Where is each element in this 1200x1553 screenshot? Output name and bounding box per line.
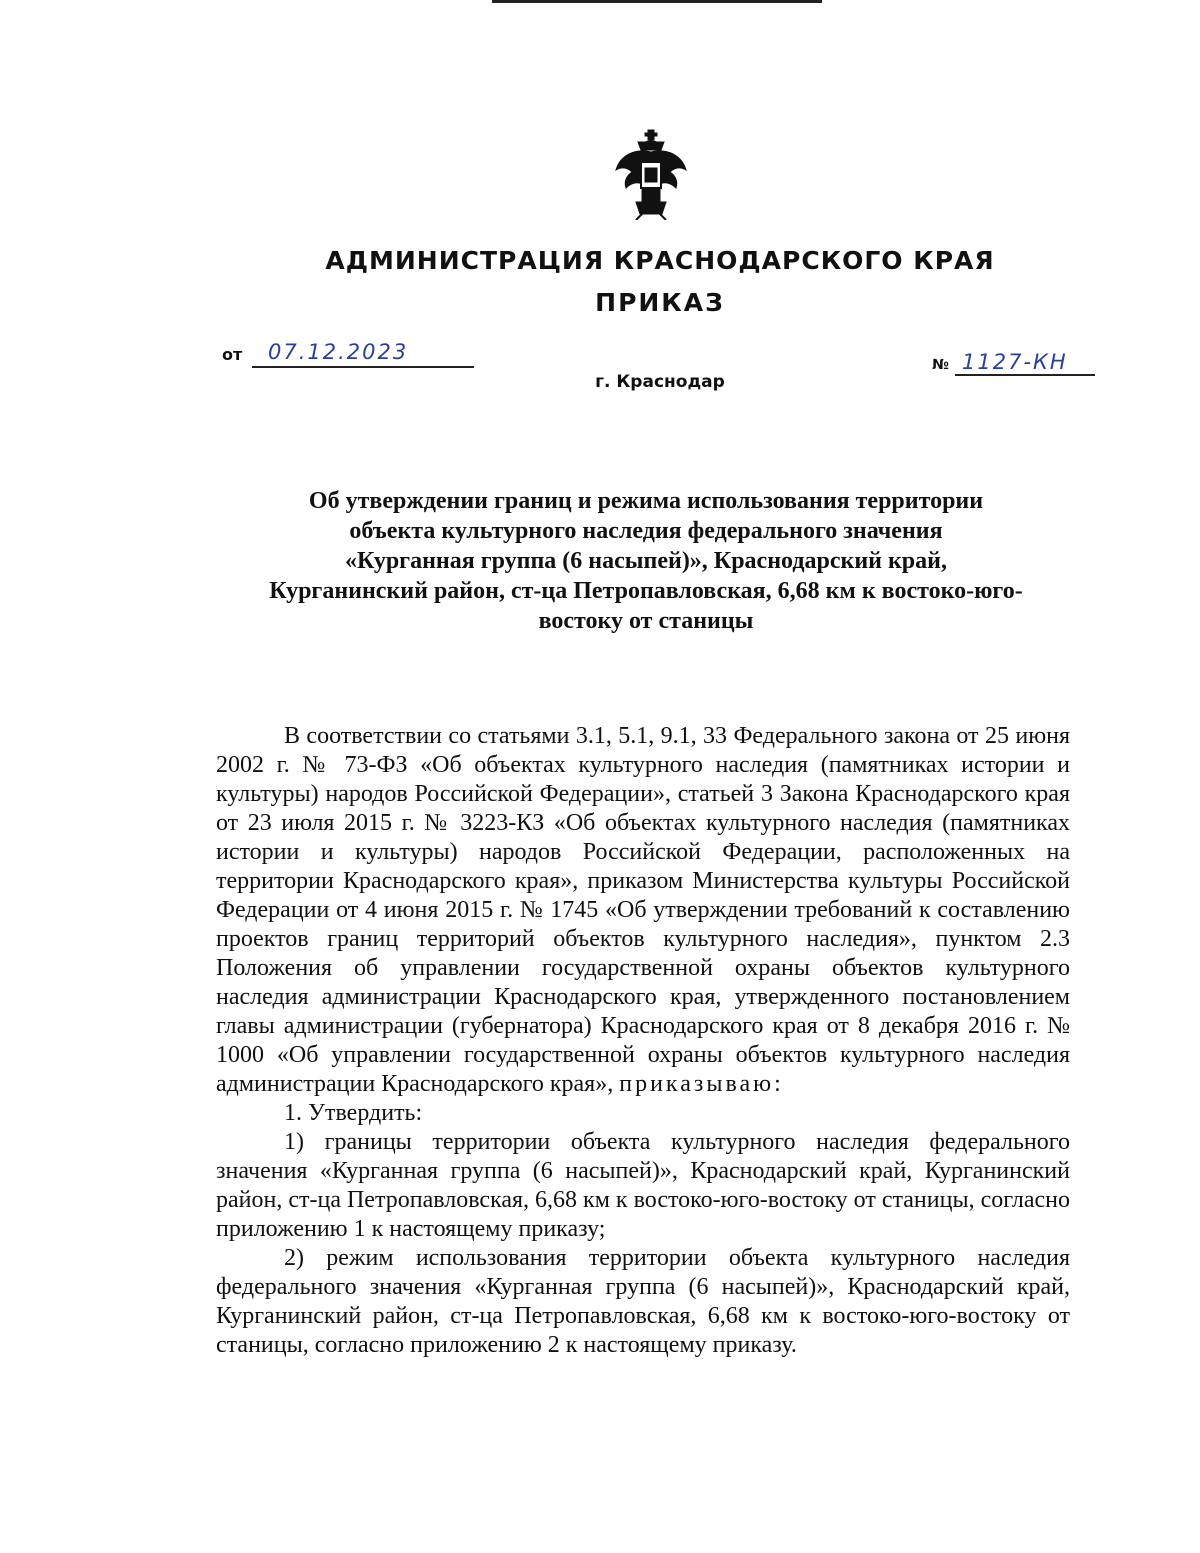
item-1-2-paragraph: 2) режим использования территории объекта культурного наследия федерального значения «Курганная группа (6 насыпей)», Краснодарский край, Курганинский район, ст-ца Петропавловская, 6,68 км к востоко-юго-востоку от станицы, согласно приложению 2 к настоящему приказу. [216, 1245, 1070, 1358]
document-body [216, 722, 1070, 1360]
date-underline [252, 366, 474, 368]
number-prefix: № [932, 357, 949, 373]
handwritten-date: 07.12.2023 [268, 340, 409, 364]
title-line: востоку от станицы [538, 608, 754, 634]
document-title [200, 486, 1092, 636]
item-1-paragraph: 1. Утвердить: [284, 1100, 423, 1126]
order-word: приказываю [619, 1071, 775, 1097]
preamble-text: В соответствии со статьями 3.1, 5.1, 9.1, 33 Федерального закона от 25 июня 2002 г. № 73-ФЗ «Об объектах культурного наследия (памятниках истории и культуры) народов Российской Федерации», статьей 3 Закона Краснодарского края от 23 июля 2015 г. № 3223-КЗ «Об объектах культурного наследия (памятниках истории и культуры) народов Российской Федерации, расположенных на территории Краснодарского края», приказом Министерства культуры Российской Федерации от 4 июня 2015 г. № 1745 «Об утверждении требований к составлению проектов границ территорий объектов культурного наследия», пунктом 2.3 Положения об управлении государственной охраны объектов культурного наследия администрации Краснодарского края, утвержденного постановлением главы администрации (губернатора) Краснодарского края от 8 декабря 2016 г. № 1000 «Об управлении государственной охраны объектов культурного наследия администрации Краснодарского края», [216, 723, 1070, 1097]
title-line: объекта культурного наследия федерального значения [349, 518, 943, 544]
handwritten-number: 1127-КН [962, 350, 1068, 374]
preamble-end: : [774, 1071, 781, 1097]
item-1-1-paragraph: 1) границы территории объекта культурного наследия федерального значения «Курганная группа (6 насыпей)», Краснодарский край, Курганинский район, ст-ца Петропавловская, 6,68 км к востоко-юго-востоку от станицы, согласно приложению 1 к настоящему приказу; [216, 1129, 1070, 1242]
preamble-paragraph [216, 722, 1070, 1099]
date-prefix: от [222, 345, 243, 364]
document-type: ПРИКАЗ [595, 288, 725, 317]
city-label: г. Краснодар [595, 372, 725, 392]
title-line: Об утверждении границ и режима использования территории [308, 488, 984, 514]
scan-edge-mark [492, 0, 822, 3]
organization-name: АДМИНИСТРАЦИЯ КРАСНОДАРСКОГО КРАЯ [325, 246, 995, 275]
title-line: Курганинский район, ст-ца Петропавловская, 6,68 км к востоко-юго- [269, 578, 1023, 604]
coat-of-arms-icon [612, 128, 690, 220]
number-underline [955, 374, 1095, 376]
title-line: «Курганная группа (6 насыпей)», Краснодарский край, [345, 548, 947, 574]
